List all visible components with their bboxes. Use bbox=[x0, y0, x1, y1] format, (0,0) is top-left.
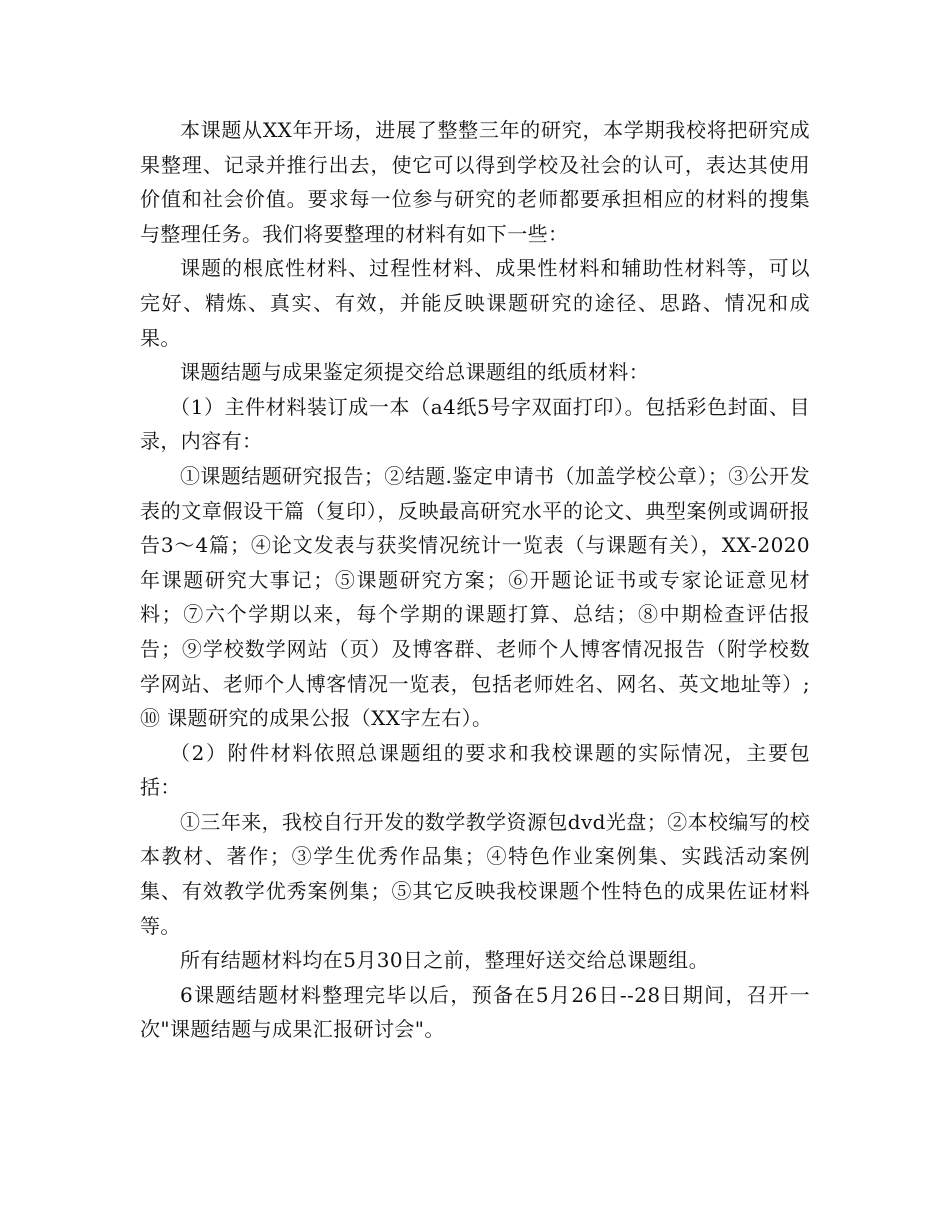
paragraph-deadline: 所有结题材料均在5月30日之前，整理好送交给总课题组。 bbox=[180, 948, 709, 973]
paragraph-main-materials: （1）主件材料装订成一本（a4纸5号字双面打印）。包括彩色封面、目录，内容有： bbox=[140, 394, 810, 454]
paragraph-meeting: 6课题结题材料整理完毕以后，预备在5月26日--28日期间，召开一次"课题结题与成果汇报研讨会"。 bbox=[140, 982, 810, 1042]
paragraph-intro: 本课题从XX年开场，进展了整整三年的研究，本学期我校将把研究成果整理、记录并推行出去，使它可以得到学校及社会的认可，表达其使用价值和社会价值。要求每一位参与研究的老师都要承担相应的材料的搜集与整理任务。我们将要整理的材料有如下一些： bbox=[140, 118, 810, 246]
paragraph-material-types: 课题的根底性材料、过程性材料、成果性材料和辅助性材料等，可以完好、精炼、真实、有效，并能反映课题研究的途径、思路、情况和成果。 bbox=[140, 256, 810, 350]
paragraph-attachments: （2）附件材料依照总课题组的要求和我校课题的实际情况，主要包括： bbox=[140, 740, 810, 800]
paragraph-attachments-list: ①三年来，我校自行开发的数学教学资源包dvd光盘；②本校编写的校本教材、著作；③学生优秀作品集；④特色作业案例集、实践活动案例集、有效教学优秀案例集；⑤其它反映我校课题个性特色的成果佐证材料等。 bbox=[140, 809, 810, 938]
paragraph-main-materials-list: ①课题结题研究报告；②结题.鉴定申请书（加盖学校公章）；③公开发表的文章假设干篇（复印），反映最高研究水平的论文、典型案例或调研报告3～4篇；④论文发表与获奖情况统计一览表（与课题有关），XX-2020年课题研究大事记；⑤课题研究方案；⑥开题论证书或专家论证意见材料；⑦六个学期以来，每个学期的课题打算、总结；⑧中期检查评估报告；⑨学校数学网站（页）及博客群、老师个人博客情况报告（附学校数学网站、老师个人博客情况一览表，包括老师姓名、网名、英文地址等）;⑩ 课题研究的成果公报（XX字左右）。 bbox=[140, 463, 810, 731]
paragraph-submission-heading: 课题结题与成果鉴定须提交给总课题组的纸质材料： bbox=[180, 360, 650, 385]
document-page bbox=[140, 113, 810, 1047]
